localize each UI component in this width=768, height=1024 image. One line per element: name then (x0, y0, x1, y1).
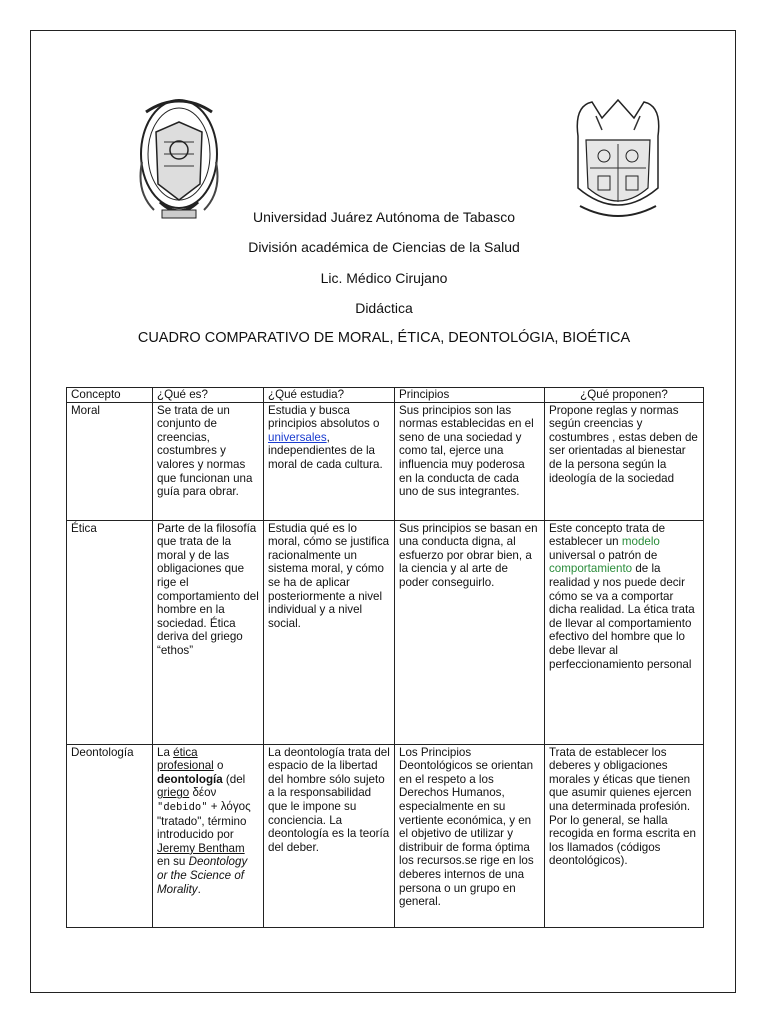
document-title: CUADRO COMPARATIVO DE MORAL, ÉTICA, DEONTOLÓGIA, BIOÉTICA (137, 330, 631, 346)
header-principios: Principios (395, 388, 545, 403)
cell-etica-estudia: Estudia qué es lo moral, cómo se justifica racionalmente un sistema moral, y cómo se ha de aplicar posteriormente a nivel individual y a nivel social. (264, 520, 395, 744)
text: . (197, 882, 201, 896)
text: La (157, 745, 174, 759)
text: (del (222, 772, 246, 786)
cell-deontologia-principios: Los Principios Deontológicos se orientan en el respeto a los Derechos Humanos, especialmente en su vertiente económica, y en el objetivo de utilizar y distribuir de forma óptima los recursos.se rige en los deberes internos de una persona o un grupo en general. (395, 744, 545, 927)
text: de la realidad y nos puede decir cómo se va a comportar dicha realidad. La ética trata de llevar al comportamiento efectivo del hombre que lo debe llevar al perfeccionamiento personal (549, 562, 695, 671)
text: o (213, 759, 224, 773)
book-title: Deontology or the Science of Morality (157, 855, 248, 896)
link-jeremy-bentham[interactable]: Jeremy Bentham (157, 841, 245, 855)
cell-etica-principios: Sus principios se basan en una conducta digna, al esfuerzo por obrar bien, a la ciencia y al arte de poder conseguirlo. (395, 520, 545, 744)
cell-deontologia-que-es (153, 744, 264, 927)
course-name: Didáctica (355, 300, 413, 316)
cell-moral-estudia (264, 402, 395, 520)
link-griego[interactable]: griego (157, 786, 190, 800)
header-concepto: Concepto (67, 388, 153, 403)
text: en su (157, 855, 189, 869)
table-row-deontologia (67, 744, 704, 927)
eagle-crest-icon (572, 96, 664, 224)
text: universal o patrón de (549, 548, 658, 562)
text: Estudia y busca principios absolutos o (268, 403, 380, 431)
text: , independientes de la moral de cada cultura. (268, 430, 383, 471)
link-universales[interactable]: universales (268, 430, 327, 444)
university-name: Universidad Juárez Autónoma de Tabasco (252, 209, 515, 225)
text: "tratado", término introducido por (157, 814, 247, 842)
term-deontologia: deontología (157, 772, 223, 786)
text: + λόγος (207, 799, 251, 813)
link-profesional[interactable]: profesional (157, 759, 214, 773)
text: "debido" (157, 800, 208, 813)
table-header-row (67, 388, 704, 403)
text: Este concepto trata de establecer un (549, 521, 666, 549)
table-row-moral (67, 402, 704, 520)
cell-deontologia-estudia: La deontología trata del espacio de la libertad del hombre sólo sujeto a la responsabilidad que le impone su conciencia. La deontología es la teoría del deber. (264, 744, 395, 927)
text: δέον (189, 786, 217, 800)
cell-etica-proponen (545, 520, 704, 744)
cell-moral-concepto: Moral (67, 402, 153, 520)
cell-moral-principios: Sus principios son las normas establecidas en el seno de una sociedad y como tal, ejerce una influencia muy poderosa en la conducta de cada uno de sus integrantes. (395, 402, 545, 520)
link-comportamiento[interactable]: comportamiento (549, 562, 633, 576)
header-que-proponen: ¿Qué proponen? (545, 388, 704, 403)
program-name: Lic. Médico Cirujano (320, 270, 448, 286)
cell-etica-que-es: Parte de la filosofía que trata de la moral y de las obligaciones que rige el comportamiento del hombre en la sociedad. Ética deriva del griego “ethos” (153, 520, 264, 744)
division-name: División académica de Ciencias de la Salud (248, 239, 520, 255)
link-etica[interactable]: ética (173, 745, 198, 759)
table-row-etica (67, 520, 704, 744)
cell-deontologia-concepto: Deontología (67, 744, 153, 927)
cell-etica-concepto: Ética (67, 520, 153, 744)
header-que-estudia: ¿Qué estudia? (264, 388, 395, 403)
cell-deontologia-proponen: Trata de establecer los deberes y obligaciones morales y éticas que tienen que asumir quienes ejercen una determinada profesión. Por lo general, se halla recogida en forma escrita en los llamados (códigos deontológicos). (545, 744, 704, 927)
link-modelo[interactable]: modelo (621, 535, 660, 549)
header-que-es: ¿Qué es? (153, 388, 264, 403)
cell-moral-que-es: Se trata de un conjunto de creencias, costumbres y valores y normas que funcionan una guía para obrar. (153, 402, 264, 520)
cell-moral-proponen: Propone reglas y normas según creencias y costumbres , estas deben de ser orientadas al bienestar de la persona según la ideología de la sociedad (545, 402, 704, 520)
comparison-table (66, 387, 704, 928)
